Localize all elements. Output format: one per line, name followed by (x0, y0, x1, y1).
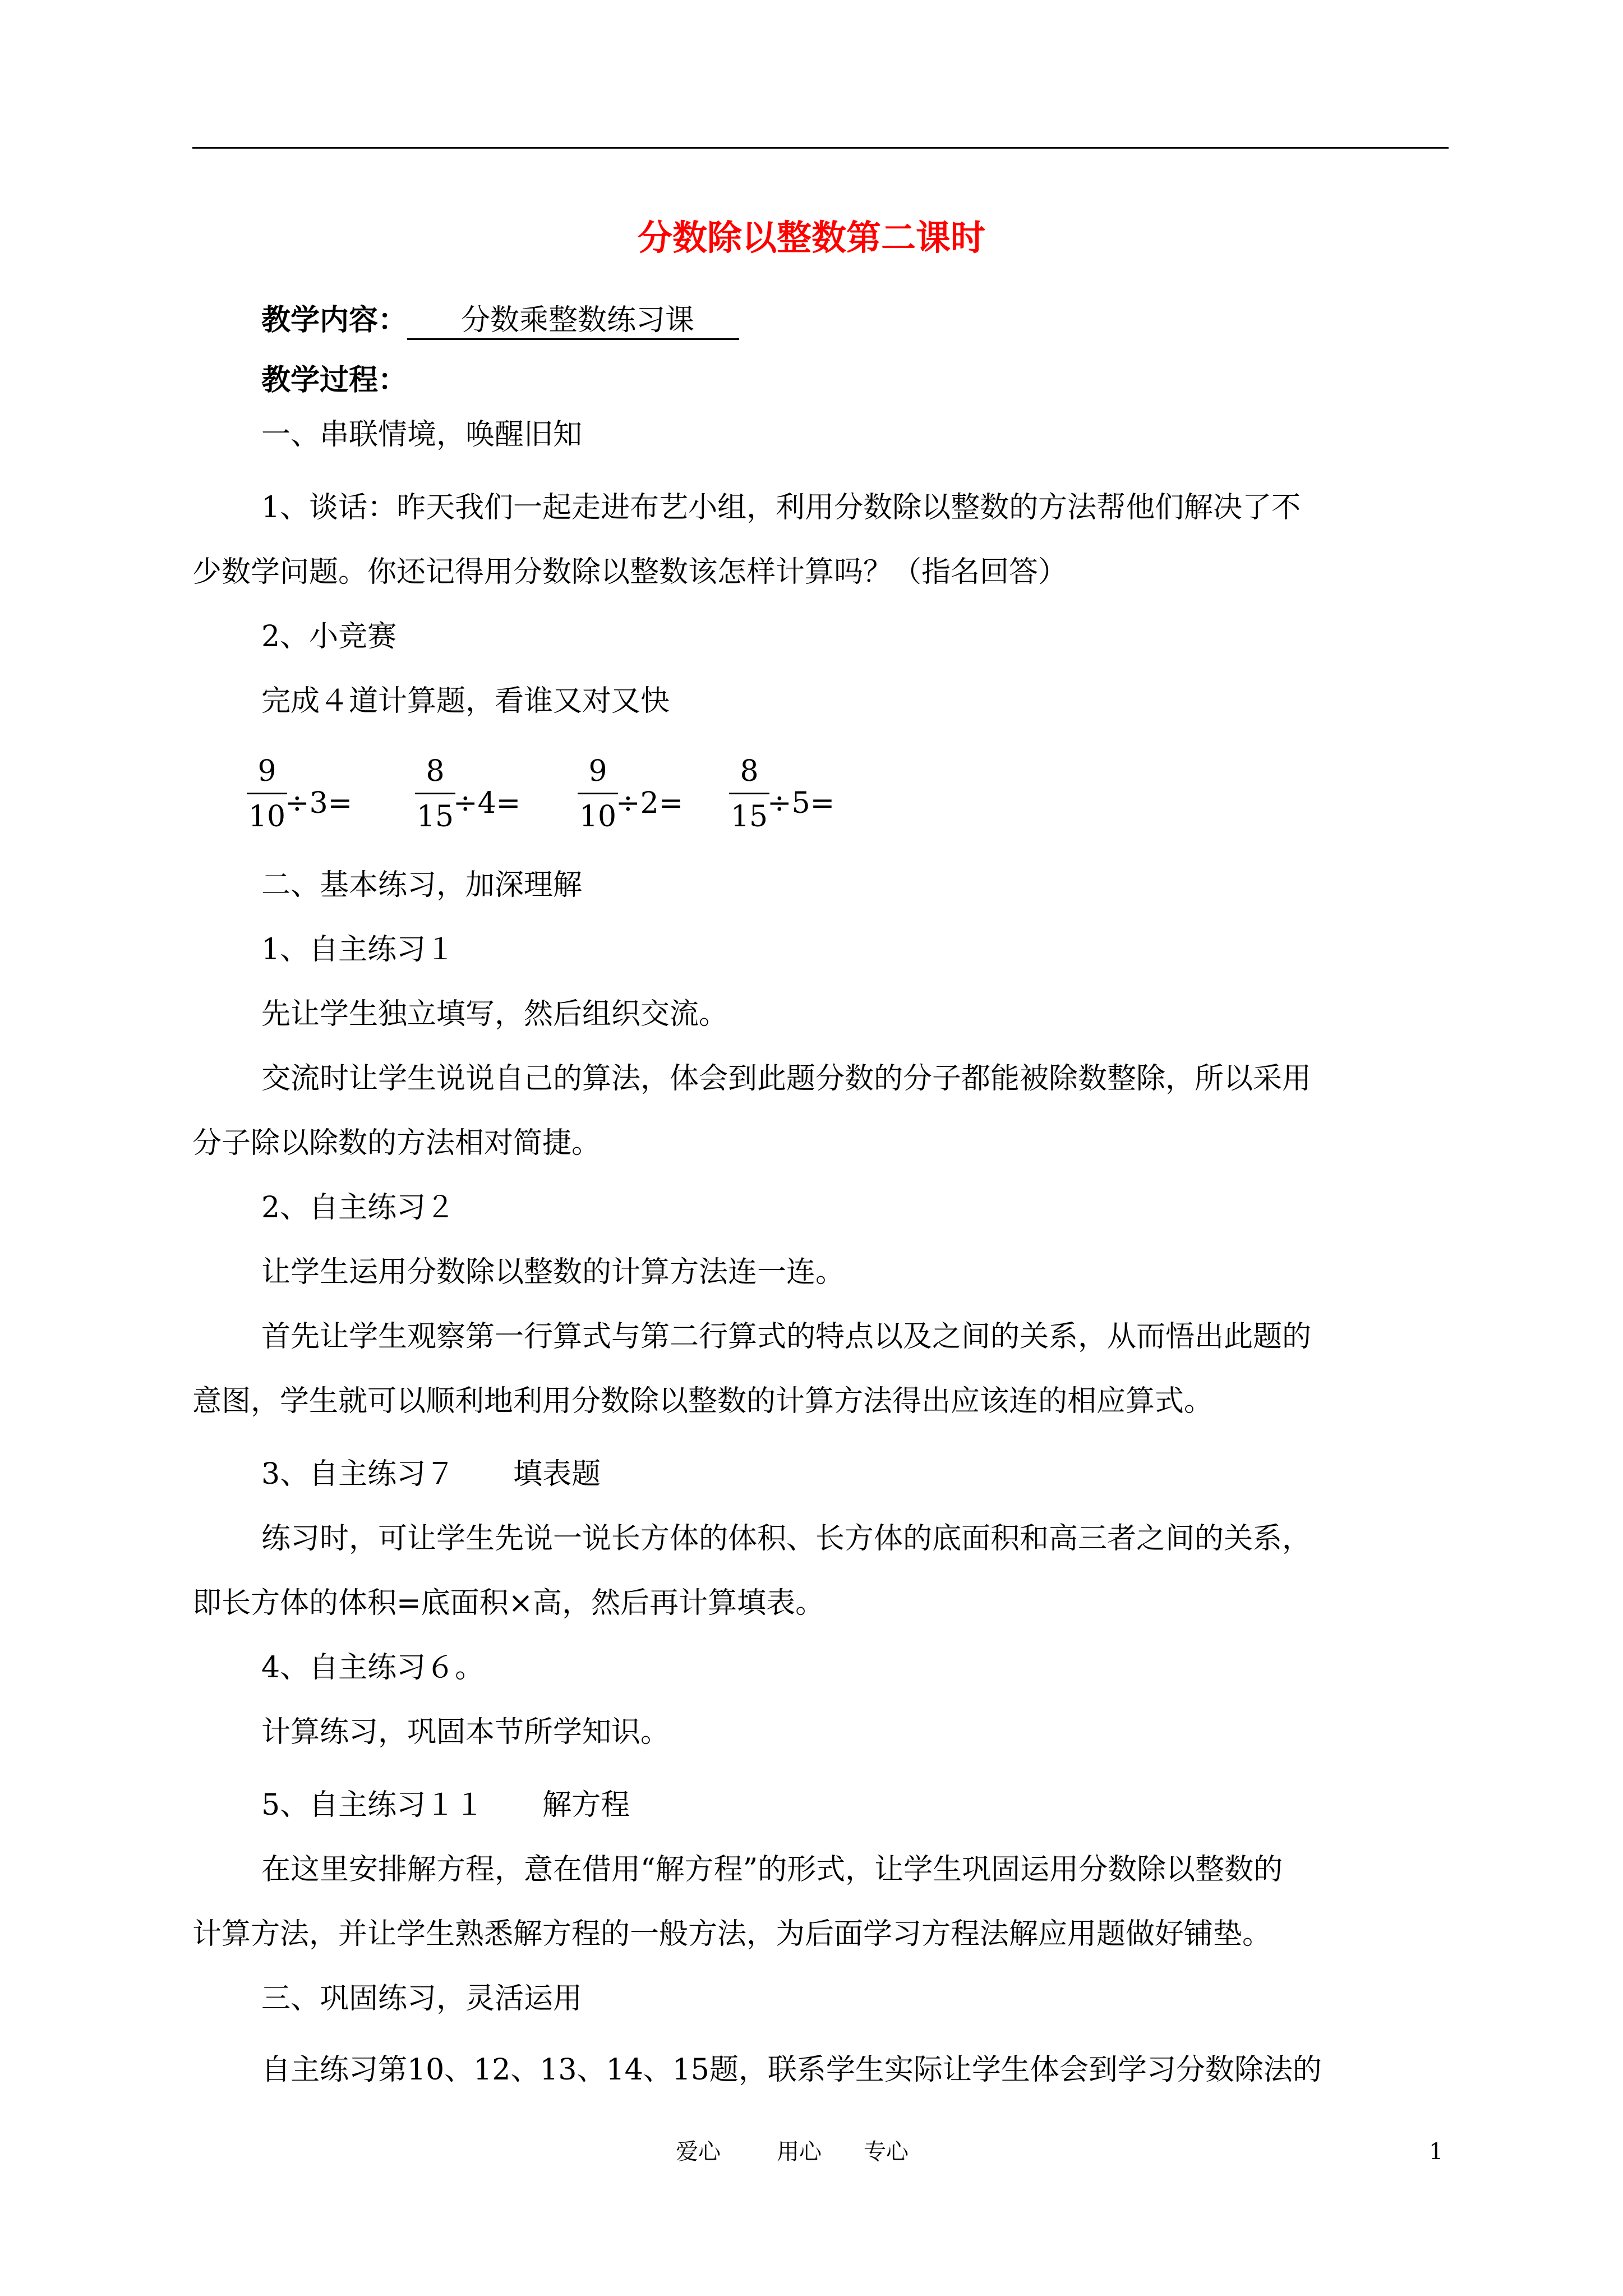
fraction-denominator: 10 (248, 800, 286, 834)
fraction-numerator: 9 (588, 754, 607, 788)
fraction-1 (247, 754, 287, 834)
page-number: 1 (1429, 2139, 1444, 2165)
fraction-4 (729, 754, 769, 834)
fraction-operation: ÷2= (616, 786, 684, 820)
paragraph-line: 先让学生独立填写，然后组织交流。 (261, 997, 728, 1031)
fraction-3 (578, 754, 618, 834)
paragraph-line: 在这里安排解方程，意在借用“解方程”的形式，让学生巩固运用分数除以整数的 (261, 1853, 1283, 1887)
fraction-bar (578, 793, 618, 794)
fraction-denominator: 15 (730, 800, 768, 834)
paragraph-line: 4、自主练习６。 (261, 1651, 485, 1685)
document-title: 分数除以整数第二课时 (637, 217, 985, 258)
paragraph-line: 练习时，可让学生先说一说长方体的体积、长方体的底面积和高三者之间的关系， (261, 1522, 1312, 1556)
footer-text: 专心 (864, 2139, 909, 2165)
paragraph-line: 一、串联情境，唤醒旧知 (261, 418, 583, 452)
paragraph-line: 自主练习第10、12、13、14、15题，联系学生实际让学生体会到学习分数除法的 (261, 2053, 1322, 2087)
paragraph-line: 少数学问题。你还记得用分数除以整数该怎样计算吗？（指名回答） (192, 555, 1068, 589)
paragraph-line: 2、小竞赛 (261, 620, 397, 654)
fraction-bar (415, 793, 455, 794)
fraction-numerator: 8 (426, 754, 445, 788)
paragraph-line: 1、谈话：昨天我们一起走进布艺小组，利用分数除以整数的方法帮他们解决了不 (261, 491, 1301, 524)
paragraph-line: 计算方法，并让学生熟悉解方程的一般方法，为后面学习方程法解应用题做好铺垫。 (192, 1917, 1272, 1951)
paragraph-line: 1、自主练习１ (261, 933, 455, 967)
paragraph-line: 3、自主练习７ 填表题 (261, 1457, 601, 1491)
paragraph-line: 让学生运用分数除以整数的计算方法连一连。 (261, 1255, 845, 1289)
paragraph-line: 即长方体的体积=底面积×高，然后再计算填表。 (192, 1586, 825, 1620)
paragraph-line: 5、自主练习１１ 解方程 (261, 1788, 630, 1822)
teaching-content-row (261, 301, 739, 340)
fraction-denominator: 15 (416, 800, 454, 834)
paragraph-line: 交流时让学生说说自己的算法，体会到此题分数的分子都能被除数整除，所以采用 (261, 1062, 1312, 1096)
footer-text: 用心 (777, 2139, 822, 2165)
paragraph-line: 计算练习，巩固本节所学知识。 (261, 1715, 670, 1749)
fraction-bar (247, 793, 287, 794)
fraction-denominator: 10 (579, 800, 617, 834)
teaching-content-value: 分数乘整数练习课 (407, 302, 739, 340)
paragraph-line: 意图，学生就可以顺利地利用分数除以整数的计算方法得出应该连的相应算式。 (192, 1384, 1214, 1418)
paragraph-line: 完成４道计算题，看谁又对又快 (261, 684, 670, 718)
header-rule (192, 147, 1449, 149)
teaching-process-label: 教学过程： (261, 363, 408, 397)
fraction-operation: ÷5= (767, 786, 835, 820)
paragraph-line: 分子除以除数的方法相对简捷。 (192, 1126, 601, 1160)
paragraph-line: 三、巩固练习，灵活运用 (261, 1982, 583, 2016)
fraction-numerator: 9 (257, 754, 276, 788)
fraction-numerator: 8 (740, 754, 759, 788)
fraction-bar (729, 793, 769, 794)
paragraph-line: 2、自主练习２ (261, 1191, 455, 1225)
fraction-operation: ÷3= (285, 786, 353, 820)
paragraph-line: 二、基本练习，加深理解 (261, 868, 583, 902)
teaching-content-label: 教学内容： (261, 303, 408, 337)
paragraph-line: 首先让学生观察第一行算式与第二行算式的特点以及之间的关系，从而悟出此题的 (261, 1320, 1312, 1354)
footer-text: 爱心 (676, 2139, 721, 2165)
fraction-operation: ÷4= (453, 786, 521, 820)
fraction-2 (415, 754, 455, 834)
